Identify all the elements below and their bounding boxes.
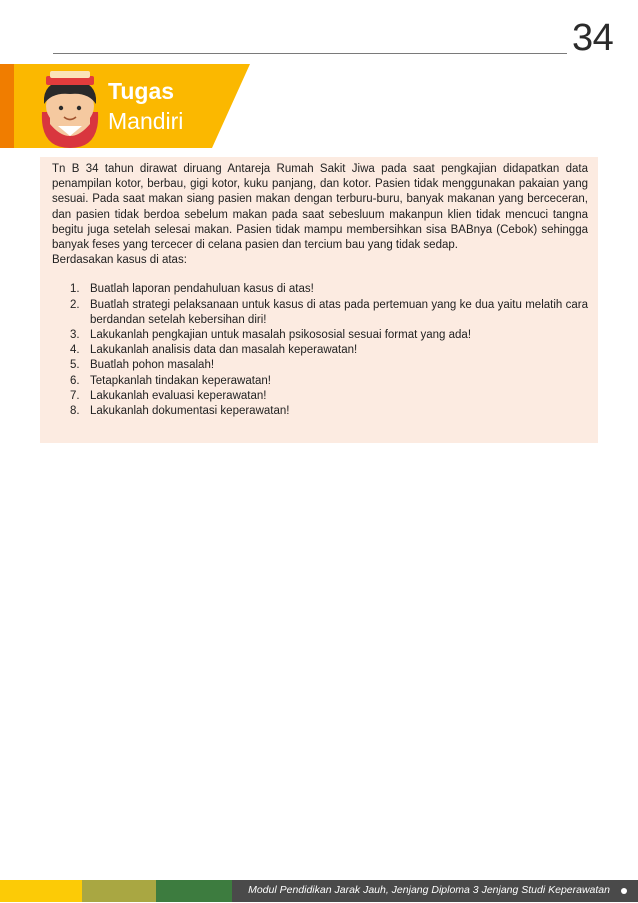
list-item: 2. Buatlah strategi pelaksanaan untuk kasus di atas pada pertemuan yang ke dua yaitu melatih cara berdandan setelah kebersihan diri! bbox=[70, 298, 588, 326]
case-paragraph: Tn B 34 tahun dirawat diruang Antareja Rumah Sakit Jiwa pada saat pengkajian didapatkan data penampilan kotor, berbau, gigi kotor, kuku panjang, dan kotor. Pasien tidak menggunakan pakaian yang sesuai. Pada saat makan siang pasien makan dengan terburu-buru, banyak makanan yang berceceran, dan pasien tidak berdoa sebelum makan pada saat sebesluum makanpun klien tidak mencuci tangna begitu juga setelah selesai makan. Pasien tidak mampu membersihkan sisa BABnya (Cebok) sehingga banyak feses yang tercecer di celana pasien dan tercium bau yang tidak sedap. bbox=[52, 163, 588, 252]
footer-dot-icon bbox=[621, 888, 627, 894]
header-rule bbox=[53, 53, 567, 54]
footer-bar bbox=[0, 880, 638, 902]
footer-text: Modul Pendidikan Jarak Jauh, Jenjang Diploma 3 Jenjang Studi Keperawatan bbox=[248, 884, 610, 896]
tugas-mandiri-banner bbox=[0, 64, 250, 148]
page-number: 34 bbox=[572, 17, 614, 59]
list-item: 1. Buatlah laporan pendahuluan kasus di atas! bbox=[70, 283, 314, 296]
list-item: 6. Tetapkanlah tindakan keperawatan! bbox=[70, 374, 271, 387]
student-avatar-icon bbox=[42, 71, 98, 148]
footer-segment-green bbox=[156, 880, 232, 902]
list-item: 5. Buatlah pohon masalah! bbox=[70, 359, 215, 372]
banner-subtitle: Mandiri bbox=[108, 108, 184, 134]
task-list bbox=[52, 282, 588, 419]
list-item: 8. Lakukanlah dokumentasi keperawatan! bbox=[70, 405, 290, 418]
list-item: 7. Lakukanlah evaluasi keperawatan! bbox=[70, 389, 267, 402]
task-content bbox=[52, 162, 588, 419]
task-prompt: Berdasakan kasus di atas: bbox=[52, 254, 187, 267]
banner-title: Tugas bbox=[108, 78, 175, 104]
banner-shape bbox=[0, 64, 250, 148]
list-item: 4. Lakukanlah analisis data dan masalah keperawatan! bbox=[70, 344, 358, 357]
list-item: 3. Lakukanlah pengkajian untuk masalah psikososial sesuai format yang ada! bbox=[70, 329, 472, 342]
footer-segment-yellow bbox=[0, 880, 82, 902]
footer-segment-olive bbox=[82, 880, 156, 902]
